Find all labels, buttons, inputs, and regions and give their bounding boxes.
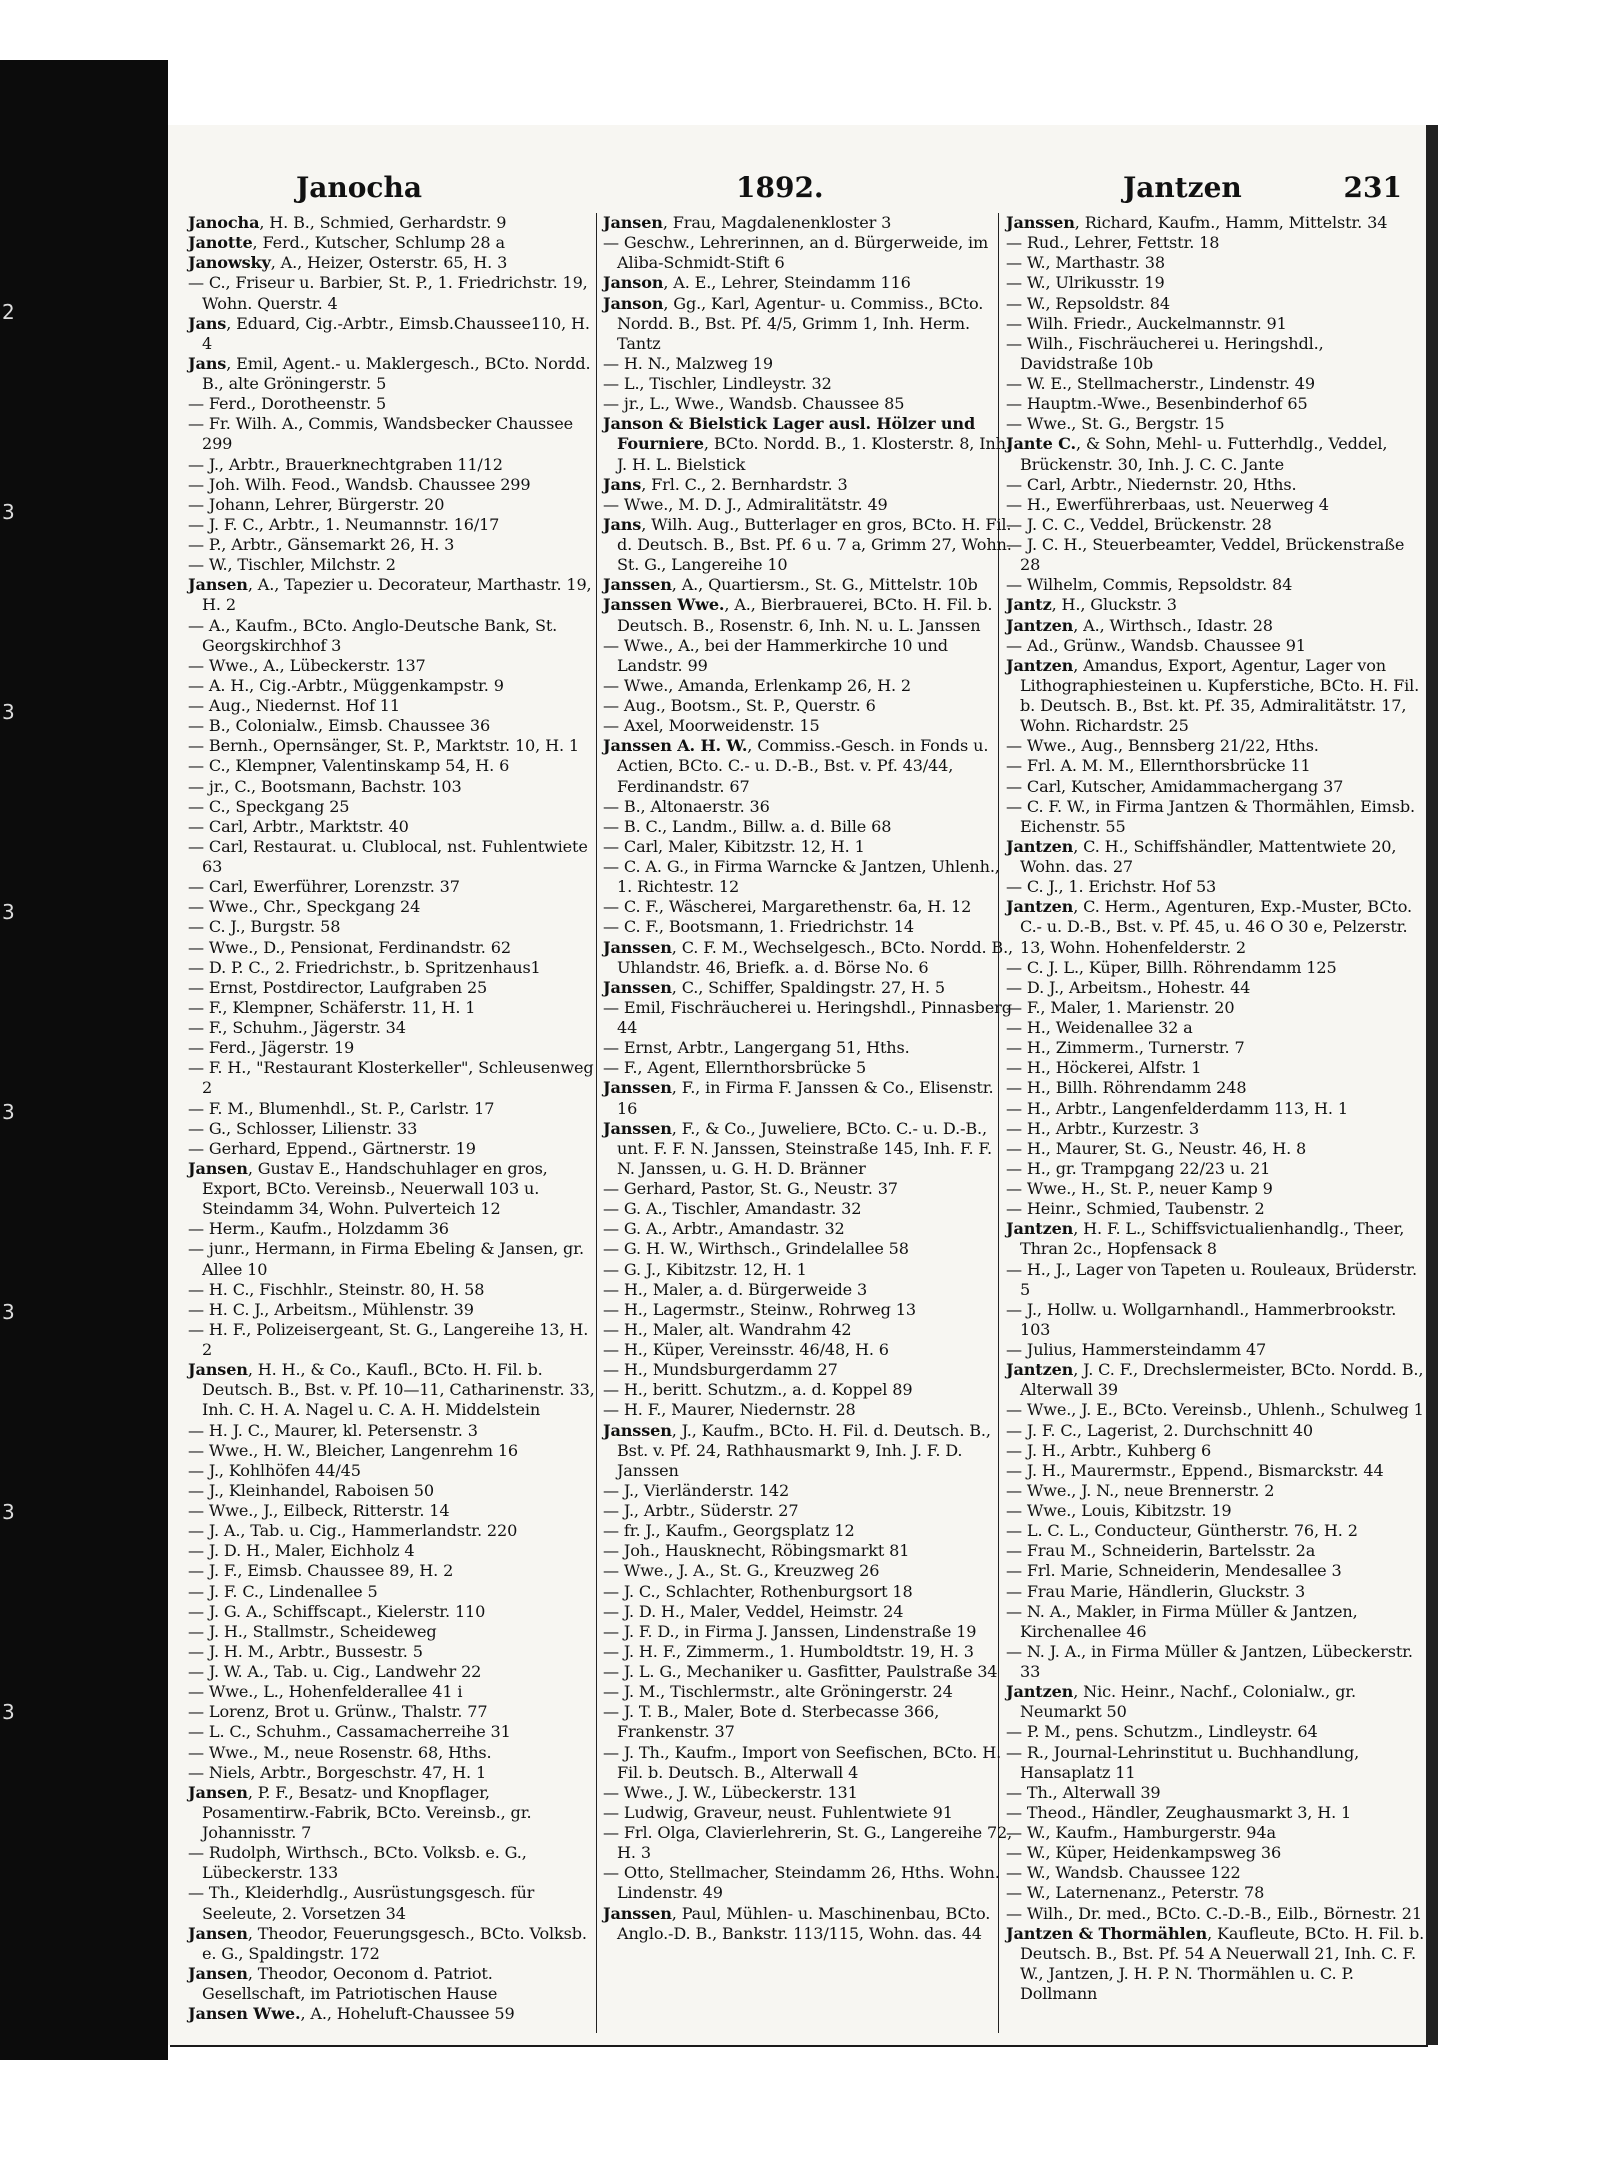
- directory-entry: — G. A., Arbtr., Amandastr. 32: [603, 1219, 845, 1239]
- directory-entry: — Otto, Stellmacher, Steindamm 26, Hths. Wohn. Lindenstr. 49: [603, 1863, 1000, 1903]
- directory-entry: — Julius, Hammersteindamm 47: [1006, 1340, 1267, 1359]
- directory-entry: — Th., Kleiderhdlg., Ausrüstungsgesch. für Seeleute, 2. Vorsetzen 34: [188, 1883, 535, 1923]
- directory-entry: — Wwe., L., Hohenfelderallee 41 i: [188, 1682, 463, 1702]
- directory-entry: — J. T. B., Maler, Bote d. Sterbecasse 366, Frankenstr. 37: [603, 1702, 940, 1742]
- directory-entry: — F. H., "Restaurant Klosterkeller", Schleusenweg 2: [188, 1058, 594, 1098]
- directory-entry: — H., Arbtr., Kurzestr. 3: [1006, 1118, 1200, 1138]
- directory-entry: Jansen Wwe., A., Hoheluft-Chaussee 59: [188, 2004, 515, 2024]
- directory-entry: — H., Lagermstr., Steinw., Rohrweg 13: [603, 1299, 916, 1319]
- directory-page: [168, 125, 1426, 2045]
- directory-entry: — Gerhard, Eppend., Gärtnerstr. 19: [188, 1138, 476, 1158]
- directory-entry: — J. F. C., Lindenallee 5: [188, 1581, 378, 1601]
- directory-entry: Jansen, P. F., Besatz- und Knopflager, Posamentirw.-Fabrik, BCto. Vereinsb., gr. Johannisstr. 7: [188, 1782, 532, 1842]
- directory-entry: — C., Speckgang 25: [188, 796, 350, 816]
- directory-entry: — C., Klempner, Valentinskamp 54, H. 6: [188, 756, 510, 776]
- directory-entry: — C. F., Wäscherei, Margarethenstr. 6a, H. 12: [603, 897, 972, 917]
- directory-entry: — Wwe., A., Lübeckerstr. 137: [188, 655, 426, 675]
- directory-entry: — H., Weidenallee 32 a: [1006, 1018, 1193, 1037]
- directory-entry: — H. F., Polizeisergeant, St. G., Langereihe 13, H. 2: [188, 1319, 589, 1359]
- directory-entry: — Wwe., J. N., neue Brennerstr. 2: [1006, 1480, 1275, 1500]
- directory-entry: — J. H., Maurermstr., Eppend., Bismarckstr. 44: [1006, 1460, 1384, 1480]
- directory-entry: — Carl, Arbtr., Niedernstr. 20, Hths.: [1006, 474, 1297, 494]
- header-left-keyword: Janocha: [296, 171, 422, 204]
- directory-entry: Janotte, Ferd., Kutscher, Schlump 28 a: [188, 233, 505, 253]
- directory-entry: — Wwe., J. E., BCto. Vereinsb., Uhlenh., Schulweg 1: [1006, 1400, 1424, 1420]
- directory-entry: — H., Arbtr., Langenfelderdamm 113, H. 1: [1006, 1098, 1348, 1118]
- directory-entry: — J. H., Stallmstr., Scheideweg: [188, 1621, 437, 1641]
- directory-entry: Janson & Bielstick Lager ausl. Hölzer und Fourniere, BCto. Nordd. B., 1. Klosterstr. 8, Inh. J. H. L. Bielstick: [603, 414, 1011, 474]
- directory-entry: — W., Küper, Heidenkampsweg 36: [1006, 1843, 1282, 1863]
- directory-entry: Jans, Eduard, Cig.-Arbtr., Eimsb.Chaussee110, H. 4: [188, 313, 590, 353]
- directory-entry: — G., Schlosser, Lilienstr. 33: [188, 1118, 418, 1138]
- directory-entry: — G. A., Tischler, Amandastr. 32: [603, 1199, 862, 1219]
- directory-entry: — Wwe., Chr., Speckgang 24: [188, 897, 421, 917]
- directory-entry: — Wwe., Aug., Bennsberg 21/22, Hths.: [1006, 736, 1319, 756]
- directory-entry: — Carl, Arbtr., Marktstr. 40: [188, 816, 409, 836]
- directory-entry: — H., Maler, alt. Wandrahm 42: [603, 1319, 852, 1339]
- directory-entry: — C. F. W., in Firma Jantzen & Thormählen, Eimsb. Eichenstr. 55: [1006, 796, 1416, 836]
- directory-entry: — Wwe., Louis, Kibitzstr. 19: [1006, 1501, 1232, 1520]
- scan-dark-border: [0, 60, 168, 2060]
- directory-entry: — W., Ulrikusstr. 19: [1006, 273, 1165, 293]
- directory-entry: — Th., Alterwall 39: [1006, 1782, 1161, 1802]
- directory-entry: — Johann, Lehrer, Bürgerstr. 20: [188, 494, 445, 514]
- directory-entry: — Frau Marie, Händlerin, Gluckstr. 3: [1006, 1581, 1306, 1601]
- directory-entry: Janssen, F., & Co., Juweliere, BCto. C.- u. D.-B., unt. F. F. N. Janssen, Steinstraße 145, Inh. F. F. N. Janssen, u. G. H. D. Bränner: [603, 1118, 992, 1178]
- directory-entry: — fr. J., Kaufm., Georgsplatz 12: [603, 1521, 855, 1541]
- directory-entry: — J. D. H., Maler, Eichholz 4: [188, 1541, 415, 1561]
- directory-entry: — J. C. C., Veddel, Brückenstr. 28: [1006, 514, 1272, 534]
- margin-glyph: 3: [2, 1700, 15, 1724]
- directory-entry: — R., Journal-Lehrinstitut u. Buchhandlung, Hansaplatz 11: [1006, 1742, 1360, 1782]
- directory-entry: — Aug., Niedernst. Hof 11: [188, 696, 400, 715]
- directory-entry: — Rudolph, Wirthsch., BCto. Volksb. e. G., Lübeckerstr. 133: [188, 1843, 527, 1883]
- directory-entry: — J. F. C., Arbtr., 1. Neumannstr. 16/17: [188, 514, 500, 534]
- directory-entry: — A., Kaufm., BCto. Anglo-Deutsche Bank, St. Georgskirchhof 3: [188, 615, 558, 655]
- directory-entry: Jansen, Frau, Magdalenenkloster 3: [603, 213, 892, 232]
- directory-entry: Jantzen, C. H., Schiffshändler, Mattentwiete 20, Wohn. das. 27: [1006, 836, 1397, 876]
- directory-entry: Jans, Emil, Agent.- u. Maklergesch., BCto. Nordd. B., alte Gröningerstr. 5: [188, 353, 591, 393]
- directory-entry: — Ferd., Dorotheenstr. 5: [188, 394, 387, 414]
- margin-glyph: 2: [2, 300, 15, 324]
- directory-entry: — C. J., 1. Erichstr. Hof 53: [1006, 877, 1217, 897]
- margin-glyph: 3: [2, 700, 15, 724]
- directory-entry: — Fr. Wilh. A., Commis, Wandsbecker Chaussee 299: [188, 414, 574, 454]
- header-year: 1892.: [736, 171, 824, 204]
- directory-entry: Janowsky, A., Heizer, Osterstr. 65, H. 3: [188, 253, 508, 273]
- directory-entry: — C. A. G., in Firma Warncke & Jantzen, Uhlenh., 1. Richtestr. 12: [603, 857, 1000, 897]
- directory-entry: — B. C., Landm., Billw. a. d. Bille 68: [603, 816, 892, 836]
- directory-entry: Jantz, H., Gluckstr. 3: [1006, 595, 1177, 615]
- directory-entry: — D. J., Arbeitsm., Hohestr. 44: [1006, 977, 1251, 997]
- directory-entry: — W. E., Stellmacherstr., Lindenstr. 49: [1006, 374, 1315, 393]
- directory-entry: — Wwe., H., St. P., neuer Kamp 9: [1006, 1179, 1273, 1198]
- directory-entry: Janssen A. H. W., Commiss.-Gesch. in Fonds u. Actien, BCto. C.- u. D.-B., Bst. v. Pf. 43/44, Ferdinandstr. 67: [603, 736, 989, 796]
- directory-entry: — P. M., pens. Schutzm., Lindleystr. 64: [1006, 1722, 1318, 1742]
- directory-entry: — Frl. Olga, Clavierlehrerin, St. G., Langereihe 72, H. 3: [603, 1823, 1013, 1863]
- directory-entry: — G. J., Kibitzstr. 12, H. 1: [603, 1259, 807, 1279]
- directory-entry: Jans, Wilh. Aug., Butterlager en gros, BCto. H. Fil. d. Deutsch. B., Bst. Pf. 6 u. 7 a, Grimm 27, Wohn. St. G., Langereihe 10: [603, 514, 1012, 575]
- directory-entry: — J. C. H., Steuerbeamter, Veddel, Brückenstraße 28: [1006, 535, 1405, 575]
- directory-entry: — Wwe., St. G., Bergstr. 15: [1006, 414, 1225, 434]
- directory-entry: — Herm., Kaufm., Holzdamm 36: [188, 1219, 449, 1239]
- directory-entry: Janssen Wwe., A., Bierbrauerei, BCto. H. Fil. b. Deutsch. B., Rosenstr. 6, Inh. N. u. L. Janssen: [603, 595, 993, 635]
- directory-entry: — H., Höckerei, Alfstr. 1: [1006, 1058, 1202, 1078]
- directory-entry: — J. H. F., Zimmerm., 1. Humboldtstr. 19, H. 3: [603, 1641, 974, 1661]
- directory-entry: Janssen, C., Schiffer, Spaldingstr. 27, H. 5: [603, 977, 945, 997]
- directory-entry: — J. L. G., Mechaniker u. Gasfitter, Paulstraße 34: [603, 1662, 998, 1681]
- directory-entry: — W., Repsoldstr. 84: [1006, 293, 1170, 313]
- directory-entry: — J., Arbtr., Süderstr. 27: [603, 1501, 799, 1520]
- directory-entry: — F., Klempner, Schäferstr. 11, H. 1: [188, 997, 476, 1017]
- directory-entry: — Emil, Fischräucherei u. Heringshdl., Pinnasberg 44: [603, 997, 1012, 1037]
- directory-entry: — H., J., Lager von Tapeten u. Rouleaux, Brüderstr. 5: [1006, 1259, 1417, 1299]
- directory-entry: — L. C. L., Conducteur, Güntherstr. 76, H. 2: [1006, 1521, 1358, 1541]
- directory-entry: — H., beritt. Schutzm., a. d. Koppel 89: [603, 1380, 913, 1400]
- directory-entry: — H., Küper, Vereinsstr. 46/48, H. 6: [603, 1340, 889, 1359]
- directory-entry: — Ernst, Postdirector, Laufgraben 25: [188, 977, 488, 997]
- directory-entry: Jantzen, J. C. F., Drechslermeister, BCto. Nordd. B., Alterwall 39: [1006, 1360, 1424, 1400]
- directory-entry: — Wwe., J. A., St. G., Kreuzweg 26: [603, 1561, 880, 1581]
- directory-entry: — Frau M., Schneiderin, Bartelsstr. 2a: [1006, 1541, 1316, 1561]
- directory-entry: — H., Billh. Röhrendamm 248: [1006, 1078, 1247, 1098]
- directory-entry: — Geschw., Lehrerinnen, an d. Bürgerweide, im Aliba-Schmidt-Stift 6: [603, 233, 989, 273]
- directory-entry: — F. M., Blumenhdl., St. P., Carlstr. 17: [188, 1098, 495, 1118]
- directory-entry: — Wwe., D., Pensionat, Ferdinandstr. 62: [188, 937, 511, 957]
- directory-entry: — W., Laternenanz., Peterstr. 78: [1006, 1883, 1265, 1903]
- left-margin: [0, 0, 20, 2177]
- margin-glyph: 3: [2, 1100, 15, 1124]
- directory-entry: — J. F. C., Lagerist, 2. Durchschnitt 40: [1006, 1420, 1314, 1440]
- directory-entry: — Aug., Bootsm., St. P., Querstr. 6: [603, 696, 876, 715]
- directory-entry: — Carl, Ewerführer, Lorenzstr. 37: [188, 877, 460, 897]
- directory-entry: — C. J. L., Küper, Billh. Röhrendamm 125: [1006, 957, 1337, 977]
- column-3: [1006, 213, 1426, 2004]
- page-number: 231: [1343, 171, 1402, 204]
- directory-entry: Janssen, F., in Firma F. Janssen & Co., Elisenstr. 16: [603, 1078, 994, 1118]
- directory-entry: — Ad., Grünw., Wandsb. Chaussee 91: [1006, 635, 1306, 655]
- directory-entry: — J. A., Tab. u. Cig., Hammerlandstr. 220: [188, 1521, 518, 1541]
- directory-entry: — Frl. Marie, Schneiderin, Mendesallee 3: [1006, 1561, 1342, 1581]
- directory-entry: — Axel, Moorweidenstr. 15: [603, 716, 820, 736]
- directory-entry: — J. H. M., Arbtr., Bussestr. 5: [188, 1641, 423, 1661]
- directory-entry: — J. G. A., Schiffscapt., Kielerstr. 110: [188, 1601, 486, 1621]
- directory-entry: — Carl, Restaurat. u. Clublocal, nst. Fuhlentwiete 63: [188, 836, 588, 876]
- directory-entry: Jantzen, Nic. Heinr., Nachf., Colonialw., gr. Neumarkt 50: [1006, 1682, 1357, 1722]
- directory-entry: — G. H. W., Wirthsch., Grindelallee 58: [603, 1239, 909, 1259]
- directory-entry: — J. D. H., Maler, Veddel, Heimstr. 24: [603, 1601, 904, 1621]
- directory-entry: — W., Tischler, Milchstr. 2: [188, 555, 396, 575]
- page-header: [188, 171, 1406, 205]
- directory-entry: — H. C., Fischhlr., Steinstr. 80, H. 58: [188, 1279, 485, 1299]
- directory-entry: — J. F. D., in Firma J. Janssen, Lindenstraße 19: [603, 1621, 977, 1641]
- directory-entry: Jansen, Theodor, Feuerungsgesch., BCto. Volksb. e. G., Spaldingstr. 172: [188, 1923, 587, 1963]
- directory-entry: — Joh. Wilh. Feod., Wandsb. Chaussee 299: [188, 474, 531, 494]
- directory-entry: — H., Mundsburgerdamm 27: [603, 1360, 838, 1380]
- directory-entry: — J., Kleinhandel, Raboisen 50: [188, 1480, 434, 1500]
- directory-entry: — Niels, Arbtr., Borgeschstr. 47, H. 1: [188, 1762, 487, 1782]
- directory-entry: Jantzen, C. Herm., Agenturen, Exp.-Muster, BCto. C.- u. D.-B., Bst. v. Pf. 45, u. 46 O 30 e, Pelzerstr. 13, Wohn. Hohenfelderstr. 2: [1006, 897, 1412, 957]
- directory-entry: — Bernh., Opernsänger, St. P., Marktstr. 10, H. 1: [188, 736, 579, 756]
- directory-entry: — J. Th., Kaufm., Import von Seefischen, BCto. H. Fil. b. Deutsch. B., Alterwall 4: [603, 1742, 1002, 1782]
- directory-entry: — F., Schuhm., Jägerstr. 34: [188, 1018, 406, 1037]
- margin-glyph: 3: [2, 1300, 15, 1324]
- directory-entry: — F., Agent, Ellernthorsbrücke 5: [603, 1058, 867, 1078]
- directory-entry: — Rud., Lehrer, Fettstr. 18: [1006, 233, 1220, 253]
- directory-entry: Jantzen, A., Wirthsch., Idastr. 28: [1006, 615, 1273, 635]
- directory-entry: — Wilhelm, Commis, Repsoldstr. 84: [1006, 575, 1293, 595]
- column-1: [188, 213, 598, 2024]
- directory-entry: — J. M., Tischlermstr., alte Gröningerstr. 24: [603, 1682, 953, 1702]
- directory-entry: — P., Arbtr., Gänsemarkt 26, H. 3: [188, 535, 455, 554]
- directory-entry: — Ludwig, Graveur, neust. Fuhlentwiete 91: [603, 1802, 953, 1822]
- directory-entry: — C., Friseur u. Barbier, St. P., 1. Friedrichstr. 19, Wohn. Querstr. 4: [188, 273, 588, 313]
- directory-entry: — Lorenz, Brot u. Grünw., Thalstr. 77: [188, 1702, 488, 1722]
- directory-entry: — Ernst, Arbtr., Langergang 51, Hths.: [603, 1038, 910, 1058]
- directory-entry: — H., Maler, a. d. Bürgerweide 3: [603, 1279, 868, 1299]
- directory-entry: — B., Altonaerstr. 36: [603, 796, 770, 816]
- directory-entry: Jansen, Gustav E., Handschuhlager en gros, Export, BCto. Vereinsb., Neuerwall 103 u. Steindamm 34, Wohn. Pulverteich 12: [188, 1158, 548, 1219]
- directory-entry: — J., Arbtr., Brauerknechtgraben 11/12: [188, 454, 503, 474]
- directory-entry: Janocha, H. B., Schmied, Gerhardstr. 9: [188, 213, 507, 232]
- directory-entry: — jr., C., Bootsmann, Bachstr. 103: [188, 776, 462, 796]
- directory-entry: — C. F., Bootsmann, 1. Friedrichstr. 14: [603, 917, 914, 937]
- directory-entry: — W., Marthastr. 38: [1006, 253, 1165, 273]
- directory-entry: — J. C., Schlachter, Rothenburgsort 18: [603, 1581, 913, 1601]
- directory-entry: — H. F., Maurer, Niedernstr. 28: [603, 1400, 856, 1420]
- directory-entry: — H., Maurer, St. G., Neustr. 46, H. 8: [1006, 1138, 1307, 1158]
- directory-entry: — Wwe., J., Eilbeck, Ritterstr. 14: [188, 1501, 450, 1520]
- directory-entry: — L., Tischler, Lindleystr. 32: [603, 374, 832, 393]
- directory-entry: — L. C., Schuhm., Cassamacherreihe 31: [188, 1722, 511, 1742]
- directory-entry: — W., Kaufm., Hamburgerstr. 94a: [1006, 1823, 1276, 1842]
- column-2: [603, 213, 1013, 1944]
- directory-entry: — Wwe., J. W., Lübeckerstr. 131: [603, 1782, 858, 1802]
- directory-entry: Jante C., & Sohn, Mehl- u. Futterhdlg., Veddel, Brückenstr. 30, Inh. J. C. C. Jante: [1006, 434, 1388, 474]
- directory-entry: Janson, A. E., Lehrer, Steindamm 116: [603, 273, 911, 293]
- directory-entry: — W., Wandsb. Chaussee 122: [1006, 1863, 1241, 1883]
- directory-entry: — Gerhard, Pastor, St. G., Neustr. 37: [603, 1179, 898, 1198]
- directory-entry: — H., gr. Trampgang 22/23 u. 21: [1006, 1158, 1271, 1178]
- directory-entry: Jans, Frl. C., 2. Bernhardstr. 3: [603, 474, 848, 494]
- directory-entry: — Carl, Kutscher, Amidammachergang 37: [1006, 776, 1344, 796]
- directory-entry: Janssen, Paul, Mühlen- u. Maschinenbau, BCto. Anglo.-D. B., Bankstr. 113/115, Wohn. das. 44: [603, 1903, 991, 1943]
- directory-entry: Jansen, A., Tapezier u. Decorateur, Marthastr. 19, H. 2: [188, 575, 592, 615]
- directory-entry: — Wwe., Amanda, Erlenkamp 26, H. 2: [603, 675, 911, 695]
- directory-entry: Jansen, Theodor, Oeconom d. Patriot. Gesellschaft, im Patriotischen Hause: [188, 1963, 498, 2003]
- directory-entry: — J. F., Eimsb. Chaussee 89, H. 2: [188, 1561, 454, 1581]
- directory-entry: — F., Maler, 1. Marienstr. 20: [1006, 997, 1235, 1017]
- directory-entry: — Carl, Maler, Kibitzstr. 12, H. 1: [603, 836, 865, 856]
- directory-entry: Jantzen & Thormählen, Kaufleute, BCto. H. Fil. b. Deutsch. B., Bst. Pf. 54 A Neuerwall 21, Inh. C. F. W., Jantzen, J. H. P. N. Thormählen u. C. P. Dollmann: [1006, 1923, 1425, 2003]
- directory-entry: — Heinr., Schmied, Taubenstr. 2: [1006, 1199, 1265, 1219]
- directory-entry: — Wwe., A., bei der Hammerkirche 10 und Landstr. 99: [603, 635, 948, 675]
- directory-entry: Janson, Gg., Karl, Agentur- u. Commiss., BCto. Nordd. B., Bst. Pf. 4/5, Grimm 1, Inh. Herm. Tantz: [603, 293, 984, 353]
- directory-entry: — junr., Hermann, in Firma Ebeling & Jansen, gr. Allee 10: [188, 1239, 584, 1279]
- directory-entry: — J., Vierländerstr. 142: [603, 1480, 790, 1500]
- directory-entry: — B., Colonialw., Eimsb. Chaussee 36: [188, 716, 491, 736]
- margin-glyph: 3: [2, 900, 15, 924]
- directory-entry: — Wwe., M. D. J., Admiralitätstr. 49: [603, 494, 888, 514]
- directory-entry: — jr., L., Wwe., Wandsb. Chaussee 85: [603, 394, 905, 414]
- directory-entry: — Hauptm.-Wwe., Besenbinderhof 65: [1006, 394, 1308, 414]
- directory-entry: — Wilh. Friedr., Auckelmannstr. 91: [1006, 313, 1287, 333]
- directory-entry: — H., Zimmerm., Turnerstr. 7: [1006, 1038, 1245, 1058]
- directory-entry: — Ferd., Jägerstr. 19: [188, 1038, 355, 1058]
- directory-entry: — J., Hollw. u. Wollgarnhandl., Hammerbrookstr. 103: [1006, 1299, 1397, 1339]
- directory-entry: Jantzen, Amandus, Export, Agentur, Lager von Lithographiesteinen u. Kupferstiche, BCto. H. Fil. b. Deutsch. B., Bst. kt. Pf. 35, Admiralitätstr. 17, Wohn. Richardstr. 25: [1006, 655, 1420, 736]
- directory-entry: — H. C. J., Arbeitsm., Mühlenstr. 39: [188, 1299, 474, 1319]
- directory-entry: Janssen, C. F. M., Wechselgesch., BCto. Nordd. B., Uhlandstr. 46, Briefk. a. d. Börse No. 6: [603, 937, 1014, 977]
- margin-glyph: 3: [2, 1500, 15, 1524]
- directory-entry: Jansen, H. H., & Co., Kaufl., BCto. H. Fil. b. Deutsch. B., Bst. v. Pf. 10—11, Catharinenstr. 33, Inh. C. H. A. Nagel u. C. A. H. Middelstein: [188, 1360, 595, 1420]
- directory-entry: — Wilh., Fischräucherei u. Heringshdl., Davidstraße 10b: [1006, 333, 1324, 373]
- directory-entry: — Wwe., H. W., Bleicher, Langenrehm 16: [188, 1440, 519, 1460]
- directory-entry: — J., Kohlhöfen 44/45: [188, 1460, 361, 1480]
- directory-entry: — D. P. C., 2. Friedrichstr., b. Spritzenhaus1: [188, 957, 541, 977]
- directory-entry: — H. N., Malzweg 19: [603, 353, 773, 373]
- directory-entry: Janssen, A., Quartiersm., St. G., Mittelstr. 10b: [603, 575, 978, 595]
- directory-entry: — Theod., Händler, Zeughausmarkt 3, H. 1: [1006, 1802, 1352, 1822]
- directory-entry: — H. J. C., Maurer, kl. Petersenstr. 3: [188, 1420, 478, 1440]
- directory-entry: — N. J. A., in Firma Müller & Jantzen, Lübeckerstr. 33: [1006, 1641, 1413, 1681]
- directory-entry: — A. H., Cig.-Arbtr., Müggenkampstr. 9: [188, 675, 504, 695]
- directory-entry: — Frl. A. M. M., Ellernthorsbrücke 11: [1006, 756, 1311, 776]
- directory-entry: — J. W. A., Tab. u. Cig., Landwehr 22: [188, 1662, 482, 1681]
- directory-entry: Janssen, J., Kaufm., BCto. H. Fil. d. Deutsch. B., Bst. v. Pf. 24, Rathhausmarkt 9, Inh. J. F. D. Janssen: [603, 1420, 991, 1480]
- directory-entry: — Wilh., Dr. med., BCto. C.-D.-B., Eilb., Börnestr. 21: [1006, 1903, 1422, 1923]
- directory-entry: — N. A., Makler, in Firma Müller & Jantzen, Kirchenallee 46: [1006, 1601, 1358, 1641]
- margin-glyph: 3: [2, 500, 15, 524]
- directory-entry: Jantzen, H. F. L., Schiffsvictualienhandlg., Theer, Thran 2c., Hopfensack 8: [1006, 1219, 1405, 1259]
- directory-entry: — C. J., Burgstr. 58: [188, 917, 341, 937]
- directory-entry: — J. H., Arbtr., Kuhberg 6: [1006, 1440, 1212, 1460]
- directory-entry: — Wwe., M., neue Rosenstr. 68, Hths.: [188, 1742, 492, 1762]
- header-right-keyword: Jantzen: [1123, 171, 1242, 204]
- directory-entry: Janssen, Richard, Kaufm., Hamm, Mittelstr. 34: [1006, 213, 1388, 232]
- directory-entry: — Joh., Hausknecht, Röbingsmarkt 81: [603, 1541, 910, 1561]
- directory-entry: — H., Ewerführerbaas, ust. Neuerweg 4: [1006, 494, 1329, 514]
